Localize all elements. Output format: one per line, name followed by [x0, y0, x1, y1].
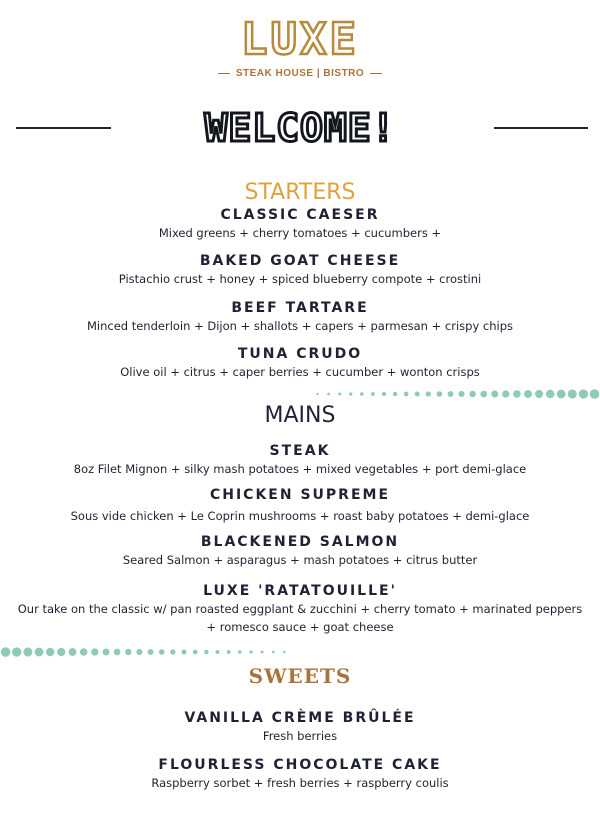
divider-dot [91, 648, 98, 655]
starters-title: STARTERS [244, 180, 356, 205]
item-description: Raspberry sorbet + fresh berries + raspberry coulis [151, 776, 449, 790]
divider-dot [513, 390, 521, 398]
divider-dot [80, 648, 88, 656]
dot-divider-right [312, 388, 600, 400]
divider-dot [590, 389, 600, 399]
menu-item [0, 756, 600, 792]
dots-right-icon [312, 388, 600, 400]
item-name: FLOURLESS CHOCOLATE CAKE [158, 757, 442, 773]
item-name: TUNA CRUDO [237, 346, 363, 362]
divider-dot [69, 648, 77, 656]
item-name: VANILLA CRÈME BRÛLÉE [184, 710, 416, 726]
divider-dot [393, 392, 397, 396]
item-name: CHICKEN SUPREME [209, 487, 391, 503]
logo-wordmark: LUXE [241, 14, 359, 65]
divider-dot [238, 650, 242, 654]
divider-dot [437, 391, 443, 397]
item-description-line2: + romesco sauce + goat cheese [206, 620, 394, 634]
item-name: BAKED GOAT CHEESE [199, 253, 401, 269]
divider-dot [23, 647, 32, 656]
menu-item [0, 252, 600, 288]
menu-item [0, 582, 600, 636]
divider-dot [46, 648, 54, 656]
menu-item [0, 533, 600, 569]
item-description: Minced tenderloin + Dijon + shallots + capers + parmesan + crispy chips [86, 319, 514, 333]
divider-dot [491, 391, 498, 398]
divider-dot [261, 651, 264, 654]
left-dash-icon [218, 73, 230, 75]
item-name: CLASSIC CAESER [220, 207, 380, 223]
dots-left-icon [0, 646, 290, 658]
divider-dot [524, 390, 532, 398]
divider-dot [215, 650, 219, 654]
divider-dot [170, 649, 175, 654]
sweets-title: SWEETS [248, 664, 352, 688]
divider-dot [371, 392, 375, 396]
divider-dot [415, 392, 420, 397]
divider-dot [114, 649, 121, 656]
item-description: Our take on the classic w/ pan roasted eggplant & zucchini + cherry tomato + marinated peppers [17, 602, 583, 616]
divider-dot [204, 650, 208, 654]
item-name: BLACKENED SALMON [200, 534, 400, 550]
right-dash-icon [370, 73, 382, 75]
divider-dot [227, 650, 231, 654]
divider-dot [458, 391, 464, 397]
divider-dot [159, 649, 165, 655]
menu-item [0, 486, 600, 525]
item-name: LUXE 'RATATOUILLE' [203, 583, 397, 599]
divider-dot [283, 651, 285, 653]
divider-dot [249, 650, 252, 653]
divider-dot [349, 392, 352, 395]
divider-dot [480, 391, 487, 398]
divider-dot [316, 393, 318, 395]
item-description: Seared Salmon + asparagus + mash potatoes + citrus butter [122, 553, 478, 567]
mains-title: MAINS [264, 403, 336, 428]
item-name: STEAK [269, 443, 331, 459]
divider-dot [382, 392, 386, 396]
divider-dot [338, 393, 341, 396]
divider-dot [502, 390, 509, 397]
dot-divider-left [0, 646, 290, 658]
divider-dot [469, 391, 475, 397]
divider-dot [148, 649, 154, 655]
welcome-title: WELCOME! [204, 106, 396, 150]
divider-dot [57, 648, 65, 656]
divider-dot [35, 648, 44, 657]
divider-dot [125, 649, 131, 655]
logo [0, 14, 600, 79]
item-description: Pistachio crust + honey + spiced blueberry compote + crostini [118, 272, 482, 286]
divider-dot [12, 647, 21, 656]
item-description: 8oz Filet Mignon + silky mash potatoes + mixed vegetables + port demi-glace [73, 462, 527, 476]
divider-dot [360, 392, 364, 396]
menu-item [0, 299, 600, 335]
menu-item [0, 709, 600, 745]
item-description: Olive oil + citrus + caper berries + cucumber + wonton crisps [120, 365, 480, 379]
divider-dot [272, 651, 275, 654]
divider-dot [327, 393, 330, 396]
item-description: Mixed greens + cherry tomatoes + cucumbers + [158, 226, 442, 240]
divider-dot [579, 389, 588, 398]
item-name: BEEF TARTARE [231, 300, 369, 316]
divider-dot [448, 391, 454, 397]
divider-dot [404, 392, 409, 397]
item-description: Sous vide chicken + Le Coprin mushrooms + roast baby potatoes + demi-glace [70, 509, 530, 523]
divider-dot [182, 650, 187, 655]
menu-item [0, 442, 600, 478]
divider-dot [535, 390, 543, 398]
divider-dot [103, 649, 110, 656]
divider-dot [568, 389, 577, 398]
item-description: Fresh berries [262, 729, 338, 743]
logo-subtitle [0, 68, 600, 79]
menu-item [0, 206, 600, 242]
divider-dot [193, 650, 198, 655]
menu-item [0, 345, 600, 381]
divider-dot [426, 391, 431, 396]
divider-dot [136, 649, 142, 655]
logo-subtitle-text: STEAK HOUSE | BISTRO [235, 68, 365, 79]
divider-dot [557, 390, 566, 399]
divider-dot [1, 647, 11, 657]
divider-dot [546, 390, 554, 398]
